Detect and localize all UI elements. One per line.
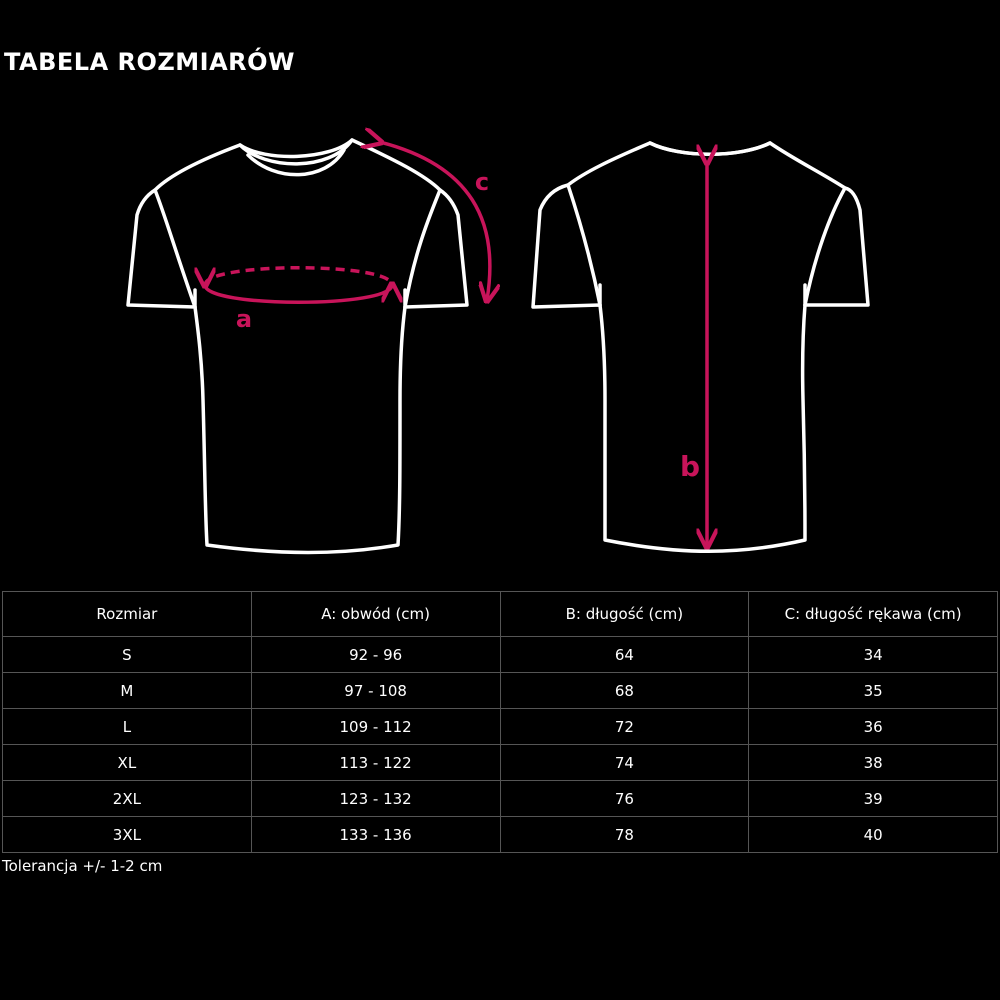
page-title: TABELA ROZMIARÓW bbox=[4, 48, 296, 76]
cell-length: 68 bbox=[500, 673, 749, 709]
cell-chest: 109 - 112 bbox=[251, 709, 500, 745]
cell-sleeve: 34 bbox=[749, 637, 998, 673]
table-row bbox=[3, 709, 998, 745]
measurement-c-sleeve bbox=[380, 142, 490, 300]
measurement-a-chest bbox=[205, 268, 392, 303]
cell-size: S bbox=[3, 637, 252, 673]
table-row bbox=[3, 745, 998, 781]
cell-size: 2XL bbox=[3, 781, 252, 817]
header-sleeve: C: długość rękawa (cm) bbox=[749, 592, 998, 637]
table-header-row bbox=[3, 592, 998, 637]
cell-sleeve: 36 bbox=[749, 709, 998, 745]
front-tshirt-outline bbox=[128, 140, 467, 553]
table-row bbox=[3, 637, 998, 673]
label-a: a bbox=[235, 305, 253, 333]
size-table bbox=[2, 591, 998, 853]
table-row bbox=[3, 781, 998, 817]
cell-size: 3XL bbox=[3, 817, 252, 853]
cell-length: 72 bbox=[500, 709, 749, 745]
cell-length: 76 bbox=[500, 781, 749, 817]
label-c: c bbox=[474, 168, 490, 196]
header-chest: A: obwód (cm) bbox=[251, 592, 500, 637]
cell-sleeve: 35 bbox=[749, 673, 998, 709]
cell-sleeve: 39 bbox=[749, 781, 998, 817]
cell-size: M bbox=[3, 673, 252, 709]
label-b: b bbox=[679, 450, 701, 483]
cell-size: L bbox=[3, 709, 252, 745]
cell-sleeve: 40 bbox=[749, 817, 998, 853]
header-length: B: długość (cm) bbox=[500, 592, 749, 637]
header-size: Rozmiar bbox=[3, 592, 252, 637]
cell-chest: 97 - 108 bbox=[251, 673, 500, 709]
cell-chest: 123 - 132 bbox=[251, 781, 500, 817]
cell-size: XL bbox=[3, 745, 252, 781]
table-row bbox=[3, 673, 998, 709]
cell-length: 64 bbox=[500, 637, 749, 673]
cell-chest: 133 - 136 bbox=[251, 817, 500, 853]
cell-sleeve: 38 bbox=[749, 745, 998, 781]
cell-chest: 92 - 96 bbox=[251, 637, 500, 673]
table-row bbox=[3, 817, 998, 853]
cell-chest: 113 - 122 bbox=[251, 745, 500, 781]
cell-length: 78 bbox=[500, 817, 749, 853]
cell-length: 74 bbox=[500, 745, 749, 781]
back-tshirt-outline bbox=[533, 143, 868, 551]
tolerance-note: Tolerancja +/- 1-2 cm bbox=[2, 857, 163, 875]
